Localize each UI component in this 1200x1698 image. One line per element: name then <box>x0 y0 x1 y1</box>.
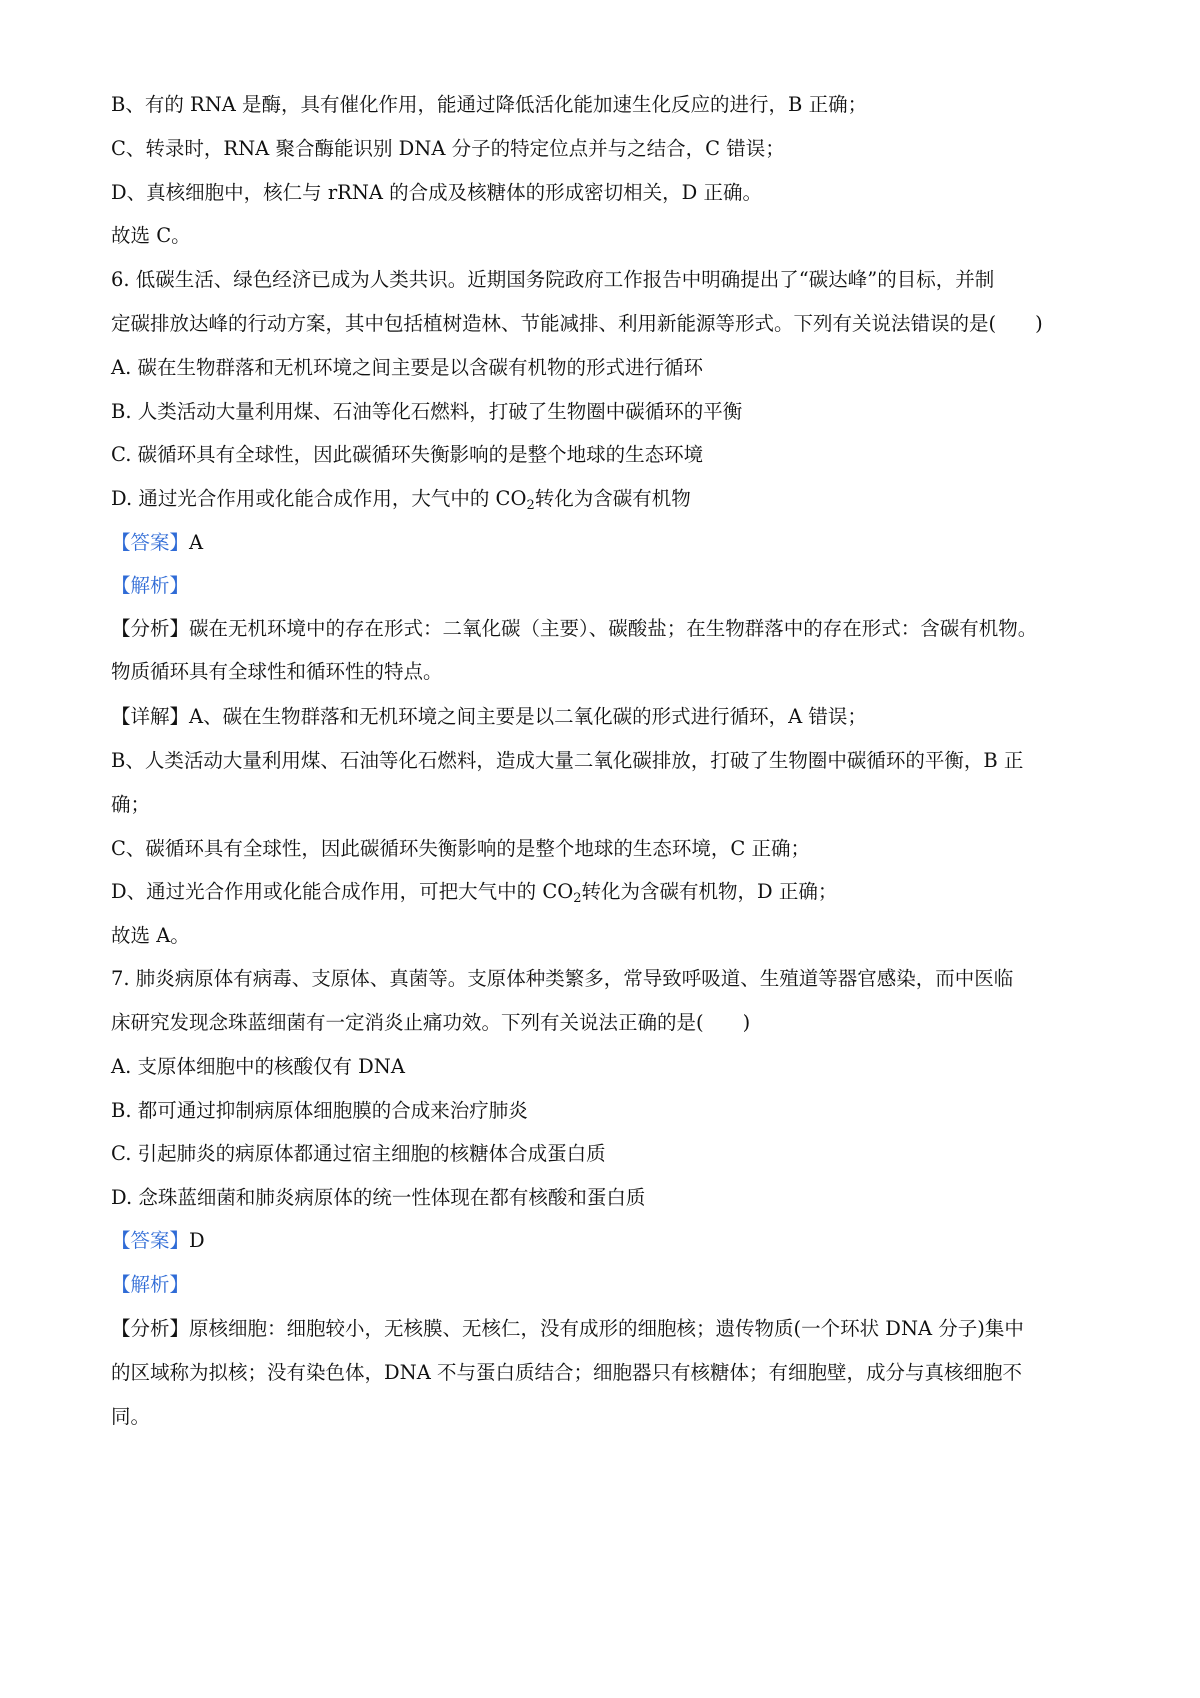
q7-fenxi-line-3: 同。 <box>111 1405 151 1428</box>
answer-value: A <box>189 531 204 554</box>
q6-xiangjie-d-text-tail: 转化为含碳有机物，D 正确； <box>581 880 838 903</box>
q6-xiangjie-line-3: 确； <box>111 793 151 816</box>
q7-fenxi-line-2: 的区域称为拟核；没有染色体，DNA 不与蛋白质结合；细胞器只有核糖体；有细胞壁，成分与真核细胞不 <box>111 1361 1022 1384</box>
q6-final-choice: 故选 A。 <box>111 924 190 947</box>
q6-answer <box>111 528 203 558</box>
q6-stem-line-1: 6. 低碳生活、绿色经济已成为人类共识。近期国务院政府工作报告中明确提出了“碳达峰”的目标，并制 <box>111 268 995 291</box>
subscript: 2 <box>526 498 535 513</box>
q6-xiangjie-line-4: C、碳循环具有全球性，因此碳循环失衡影响的是整个地球的生态环境，C 正确； <box>111 837 811 860</box>
q6-xiangjie-line-5 <box>111 877 837 907</box>
answer-tag: 【答案】 <box>111 1229 190 1252</box>
q6-xiangjie-line-2: B、人类活动大量利用煤、石油等化石燃料，造成大量二氧化碳排放，打破了生物圈中碳循环的平衡，B 正 <box>111 749 1024 772</box>
q6-option-a: A. 碳在生物群落和无机环境之间主要是以含碳有机物的形式进行循环 <box>111 356 703 379</box>
q7-answer <box>111 1226 205 1256</box>
q7-option-b: B. 都可通过抑制病原体细胞膜的合成来治疗肺炎 <box>111 1099 528 1122</box>
analysis-tag: 【解析】 <box>111 1273 190 1296</box>
q6-option-c: C. 碳循环具有全球性，因此碳循环失衡影响的是整个地球的生态环境 <box>111 443 704 466</box>
q7-option-d: D. 念珠蓝细菌和肺炎病原体的统一性体现在都有核酸和蛋白质 <box>111 1186 646 1209</box>
q7-fenxi-line-1: 【分析】原核细胞：细胞较小，无核膜、无核仁，没有成形的细胞核；遗传物质(一个环状 DNA 分子)集中 <box>111 1317 1024 1340</box>
q6-fenxi-line-2: 物质循环具有全球性和循环性的特点。 <box>111 660 443 683</box>
q7-option-c: C. 引起肺炎的病原体都通过宿主细胞的核糖体合成蛋白质 <box>111 1142 606 1165</box>
prev-option-b-explanation: B、有的 RNA 是酶，具有催化作用，能通过降低活化能加速生化反应的进行，B 正确； <box>111 93 868 116</box>
q7-option-a: A. 支原体细胞中的核酸仅有 DNA <box>111 1055 405 1078</box>
q6-fenxi-line-1: 【分析】碳在无机环境中的存在形式：二氧化碳（主要）、碳酸盐；在生物群落中的存在形式：含碳有机物。 <box>111 617 1038 640</box>
q6-xiangjie-line-1: 【详解】A、碳在生物群落和无机环境之间主要是以二氧化碳的形式进行循环，A 错误； <box>111 705 867 728</box>
q6-xiangjie-d-text: D、通过光合作用或化能合成作用，可把大气中的 CO <box>111 880 574 903</box>
analysis-tag: 【解析】 <box>111 574 190 597</box>
q6-option-d <box>111 484 691 514</box>
prev-option-d-explanation: D、真核细胞中，核仁与 rRNA 的合成及核糖体的形成密切相关，D 正确。 <box>111 181 763 204</box>
subscript: 2 <box>573 891 582 906</box>
prev-final-choice: 故选 C。 <box>111 224 191 247</box>
q6-analysis-heading <box>111 571 189 601</box>
answer-tag: 【答案】 <box>111 531 190 554</box>
prev-option-c-explanation: C、转录时，RNA 聚合酶能识别 DNA 分子的特定位点并与之结合，C 错误； <box>111 137 785 160</box>
q6-stem-line-2: 定碳排放达峰的行动方案，其中包括植树造林、节能减排、利用新能源等形式。下列有关说法错误的是( ) <box>111 312 1043 335</box>
q6-option-b: B. 人类活动大量利用煤、石油等化石燃料，打破了生物圈中碳循环的平衡 <box>111 400 743 423</box>
q6-option-d-text-tail: 转化为含碳有机物 <box>534 487 691 510</box>
q7-stem-line-2: 床研究发现念珠蓝细菌有一定消炎止痛功效。下列有关说法正确的是( ) <box>111 1011 751 1034</box>
q6-option-d-text: D. 通过光合作用或化能合成作用，大气中的 CO <box>111 487 527 510</box>
q7-analysis-heading <box>111 1270 189 1300</box>
answer-value: D <box>189 1229 205 1252</box>
q7-stem-line-1: 7. 肺炎病原体有病毒、支原体、真菌等。支原体种类繁多，常导致呼吸道、生殖道等器官感染，而中医临 <box>111 967 1014 990</box>
